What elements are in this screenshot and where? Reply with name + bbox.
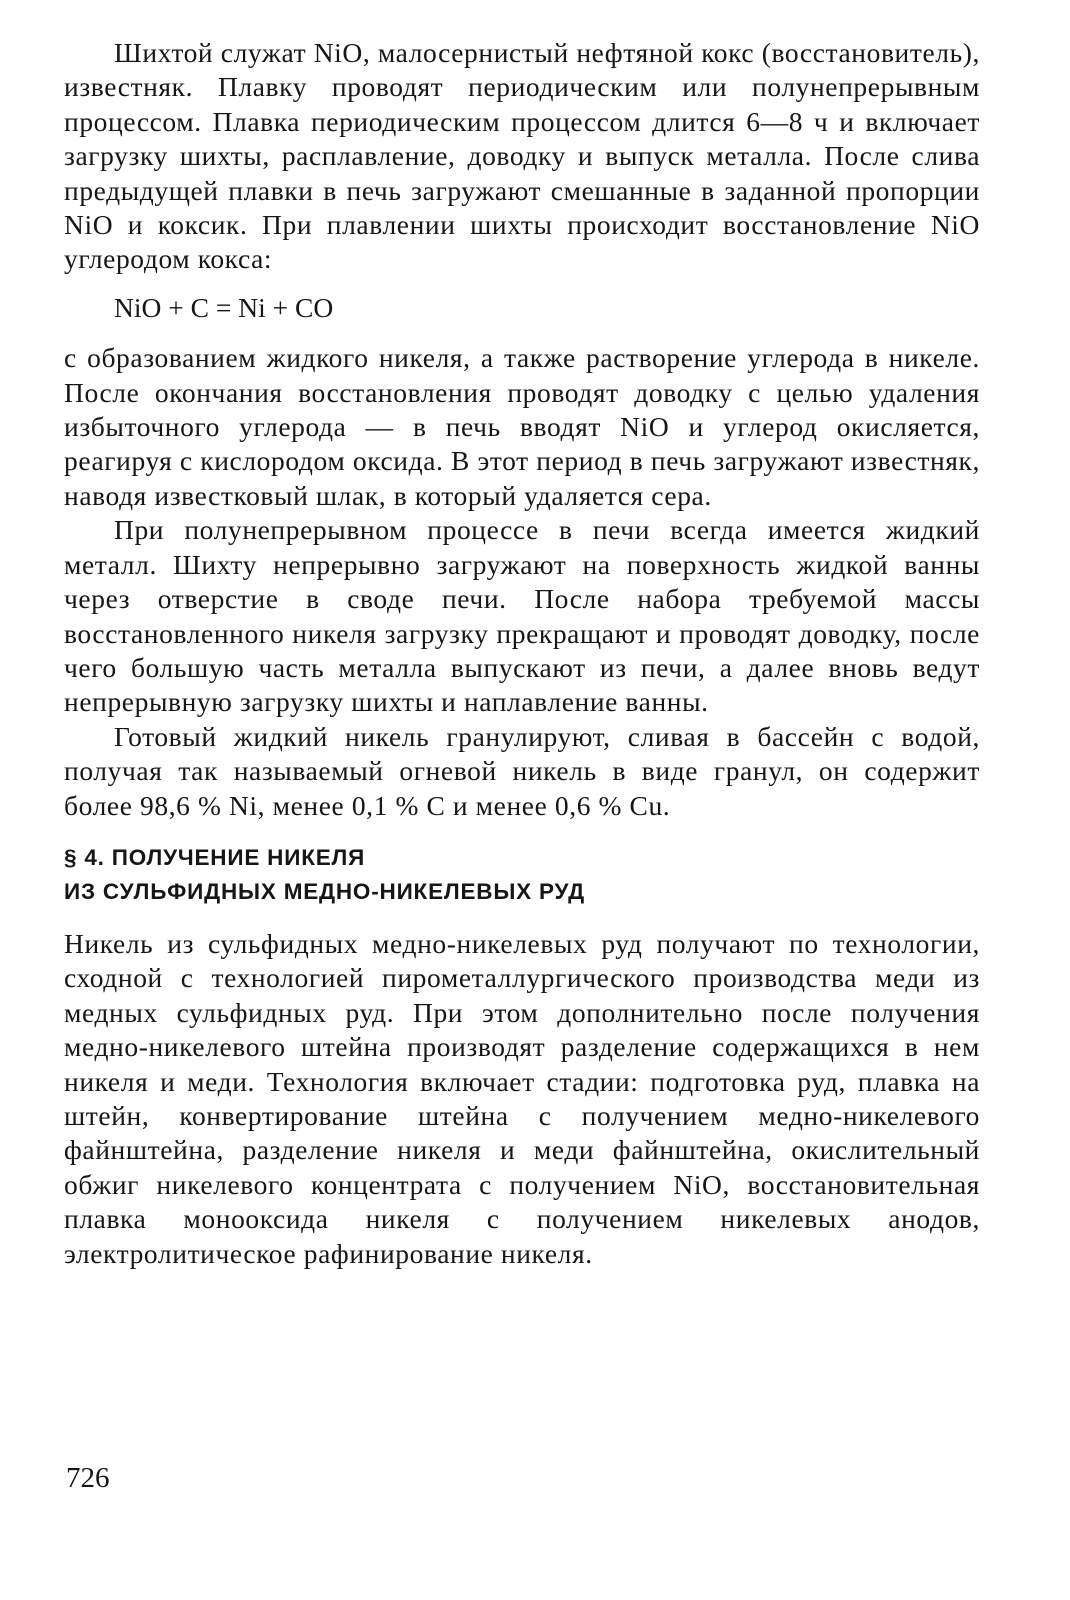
page-text bbox=[64, 36, 980, 1271]
section-heading bbox=[64, 841, 980, 909]
reaction-formula: NiO + C = Ni + CO bbox=[114, 291, 334, 323]
paragraph-semicontinuous: При полунепрерывном процессе в печи всегда имеется жидкий металл. Шихту непрерывно загружают на поверхность жидкой ванны через отверстие в своде печи. После набора требуемой массы восстановленного никеля загрузку прекращают и проводят доводку, после чего большую часть металла выпускают из печи, а далее вновь ведут непрерывную загрузку шихты и наплавление ванны. bbox=[64, 514, 980, 718]
paragraph-granulation: Готовый жидкий никель гранулируют, сливая в бассейн с водой, получая так называемый огневой никель в виде гранул, он содержит более 98,6 % Ni, менее 0,1 % С и менее 0,6 % Cu. bbox=[64, 720, 980, 821]
paragraph-sulfide-ores: Никель из сульфидных медно-никелевых руд получают по технологии, сходной с технологией пирометаллургического производства меди из медных сульфидных руд. При этом дополнительно после получения медно-никелевого штейна производят разделение содержащихся в нем никеля и меди. Технология включает стадии: подготовка руд, плавка на штейн, конвертирование штейна с получением медно-никелевого файнштейна, разделение никеля и меди файнштейна, окислительный обжиг никелевого концентрата с получением NiO, восстановительная плавка монооксида никеля с получением никелевых анодов, электролитическое рафинирование никеля. bbox=[64, 927, 980, 1269]
section-heading-line1: § 4. ПОЛУЧЕНИЕ НИКЕЛЯ bbox=[64, 844, 366, 870]
paragraph-reduction: с образованием жидкого никеля, а также растворение углерода в никеле. После окончания восстановления проводят доводку с целью удаления избыточного углерода — в печь вводят NiO и углерод окисляется, реагируя с кислородом оксида. В этот период в печь загружают известняк, наводя известковый шлак, в который удаляется сера. bbox=[64, 342, 980, 511]
section-heading-line2: ИЗ СУЛЬФИДНЫХ МЕДНО-НИКЕЛЕВЫХ РУД bbox=[64, 878, 586, 904]
paragraph-charge: Шихтой служат NiO, малосернистый нефтяной кокс (восстановитель), известняк. Плавку проводят периодическим или полунепрерывным процессом. Плавка периодическим процессом длится 6—8 ч и включает загрузку шихты, расплавление, доводку и выпуск металла. После слива предыдущей плавки в печь загружают смешанные в заданной пропорции NiO и коксик. При плавлении шихты происходит восстановление NiO углеродом кокса: bbox=[64, 37, 980, 275]
page-number: 726 bbox=[66, 1462, 110, 1494]
